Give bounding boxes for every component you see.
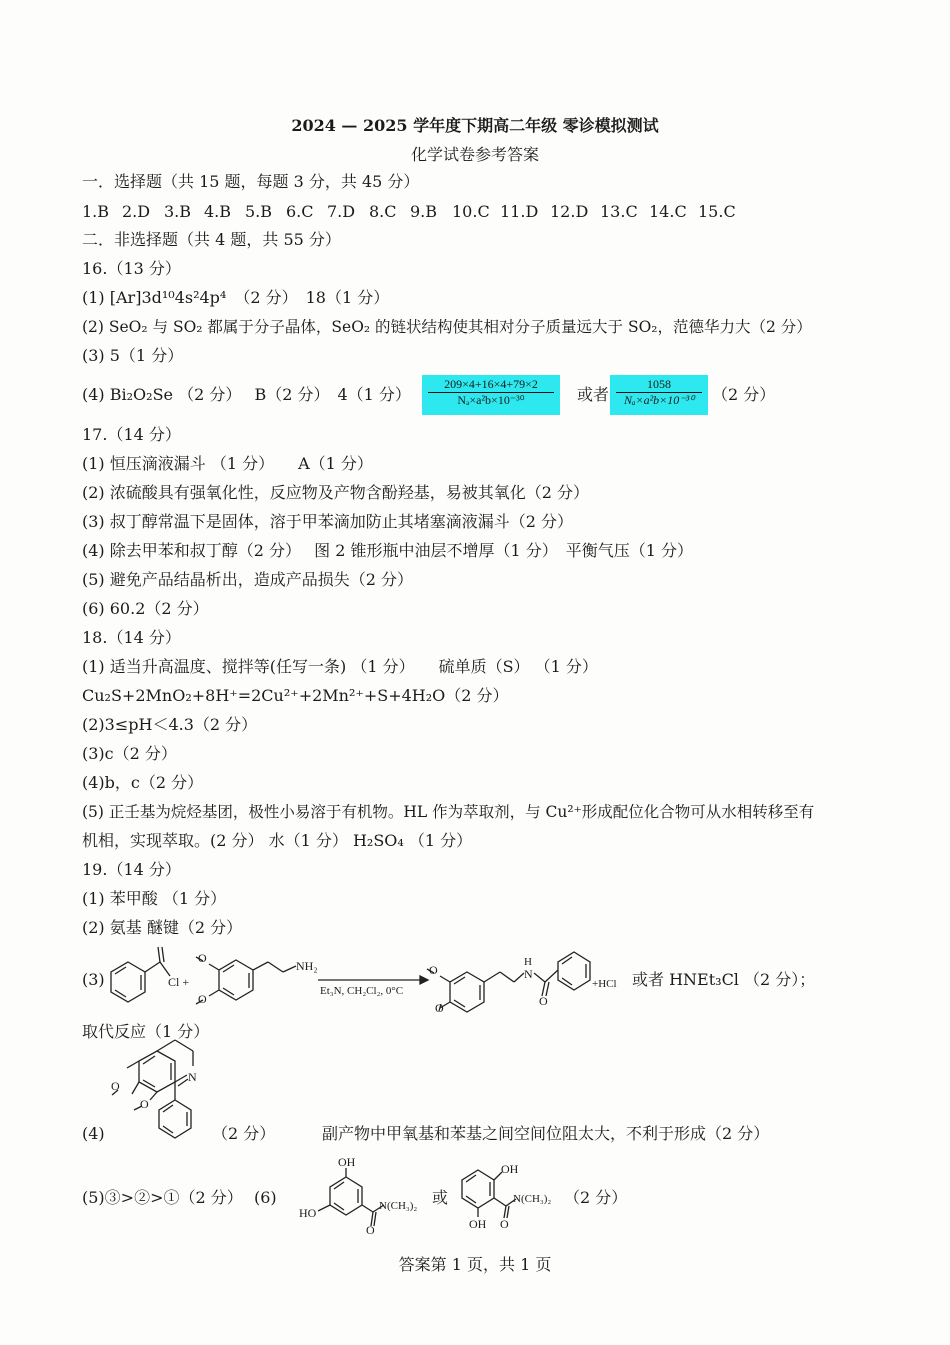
mc-answer: 11.D (500, 202, 539, 221)
q17-line1: (1) 恒压滴液漏斗 （1 分） A（1 分） (82, 454, 373, 473)
mc-answer: 3.B (164, 202, 192, 221)
page-footer: 答案第 1 页，共 1 页 (398, 1255, 552, 1274)
formula1-denominator: Nₐ×a²b×10⁻³⁰ (457, 393, 525, 407)
benzene-ring-1 (111, 962, 145, 1002)
oh-label-3: OH (469, 1217, 487, 1231)
benzene-ring-4 (558, 952, 590, 990)
page-subtitle: 化学试卷参考答案 (410, 145, 539, 164)
q19-title: 19.（14 分） (82, 860, 181, 879)
q17-line2: (2) 浓硫酸具有强氧化性，反应物及产物含酚羟基，易被其氧化（2 分） (82, 483, 590, 502)
benzene-ring-5 (139, 1051, 175, 1092)
mc-answer: 1.B (82, 202, 110, 221)
mc-answer: 4.B (204, 202, 232, 221)
q19-line2: (2) 氨基 醚键（2 分） (82, 918, 243, 937)
o-atom-3: O (429, 963, 438, 977)
oh-label-2: OH (501, 1162, 519, 1176)
o-atom-9: O (500, 1217, 509, 1231)
q16-line4: (4) Bi₂O₂Se （2 分） B（2 分） 4（1 分） (82, 385, 411, 404)
q17-title: 17.（14 分） (82, 425, 181, 444)
h-label: H (524, 956, 532, 968)
q19-part6-or: 或 (432, 1188, 449, 1207)
q18-line4: (3)c（2 分） (82, 744, 177, 763)
mc-answer: 14.C (649, 202, 687, 221)
mc-answer: 9.B (410, 202, 438, 221)
q18-line3: (2)3≤pH＜4.3（2 分） (82, 715, 258, 734)
cl-label: Cl + (168, 975, 190, 989)
q18-line6: (5) 正壬基为烷烃基团，极性小易溶于有机物。HL 作为萃取剂，与 Cu²⁺形成配位化合物可从水相转移至有 (82, 803, 815, 821)
mc-answer: 8.C (369, 202, 397, 221)
q19-part4-score: （2 分） (212, 1124, 276, 1143)
mc-answer: 2.D (122, 202, 151, 221)
q16-line4-score: （2 分） (712, 385, 776, 404)
q19-part3-type: 取代反应（1 分） (82, 1022, 210, 1041)
nh-label: N (524, 967, 533, 981)
benzene-ring-3 (450, 972, 484, 1012)
o-atom-2: O (198, 992, 207, 1006)
q16-line3: (3) 5（1 分） (82, 346, 184, 365)
or-text: 或者 (577, 385, 610, 404)
q19-part3-tail: 或者 HNEt₃Cl （2 分）； (632, 970, 816, 989)
q17-line6: (6) 60.2（2 分） (82, 599, 209, 618)
nme2-label-2: N(CH₃)₂ (513, 1193, 552, 1205)
section2-heading: 二．非选择题（共 4 题，共 55 分） (82, 230, 341, 249)
o-atom-1: O (198, 951, 207, 965)
n-ring-label: N (188, 1070, 197, 1084)
mc-answer: 5.B (245, 202, 273, 221)
section1-heading: 一．选择题（共 15 题，每题 3 分，共 45 分） (82, 172, 420, 191)
q19-part6-score: （2 分） (564, 1188, 628, 1207)
q17-line4: (4) 除去甲苯和叔丁醇（2 分） 图 2 锥形瓶中油层不增厚（1 分） 平衡气压（1 分） (82, 541, 693, 560)
q18-title: 18.（14 分） (82, 628, 181, 647)
formula2-numerator: 1058 (616, 377, 702, 393)
mc-answer: 15.C (698, 202, 736, 221)
benzene-ring-7 (462, 1170, 494, 1208)
q16-line2: (2) SeO₂ 与 SO₂ 都属于分子晶体，SeO₂ 的链状结构使其相对分子质量远大于 SO₂，范德华力大（2 分） (82, 318, 812, 336)
q16-line1: (1) [Ar]3d¹⁰4s²4p⁴ （2 分） 18（1 分） (82, 288, 390, 307)
q19-part6-label: (6) (254, 1188, 277, 1207)
reaction-conditions: Et₃N, CH₂Cl₂, 0°C (320, 985, 404, 997)
q19-part4-label: (4) (82, 1124, 105, 1143)
formula1-numerator: 209×4+16×4+79×2 (428, 377, 554, 393)
q17-line5: (5) 避免产品结晶析出，造成产品损失（2 分） (82, 570, 414, 589)
o-atom-8: O (366, 1223, 375, 1237)
q16-title: 16.（13 分） (82, 259, 181, 278)
mc-answer: 6.C (286, 202, 314, 221)
q19-line1: (1) 苯甲酸 （1 分） (82, 889, 227, 908)
q18-line2: Cu₂S+2MnO₂+8H⁺=2Cu²⁺+2Mn²⁺+S+4H₂O（2 分） (82, 686, 509, 705)
formula2-denominator: Nₐ×a²b×10⁻³⁰ (623, 393, 695, 407)
oh-label-1: OH (338, 1155, 356, 1169)
benzene-ring-6 (330, 1177, 362, 1215)
nh2-label: NH₂ (296, 959, 318, 973)
q18-line7: 机相，实现萃取。(2 分） 水（1 分） H₂SO₄ （1 分） (82, 831, 473, 850)
ho-label: HO (299, 1206, 317, 1220)
o-atom-7: O (140, 1097, 149, 1111)
q18-line5: (4)b，c（2 分） (82, 773, 204, 792)
o-atom-5: O (539, 994, 548, 1008)
mc-answer: 12.D (550, 202, 589, 221)
benzene-ring-2 (219, 960, 253, 1000)
mc-answer: 13.C (600, 202, 638, 221)
o-atom-6: O (111, 1079, 120, 1093)
q19-part3-label: (3) (82, 970, 105, 989)
q19-part4-text: 副产物中甲氧基和苯基之间空间位阻太大，不利于形成（2 分） (322, 1124, 770, 1143)
q18-line1: (1) 适当升高温度、搅拌等(任写一条) （1 分） 硫单质（S） （1 分） (82, 657, 598, 676)
mc-answer: 10.C (452, 202, 490, 221)
q19-part5: (5)③>②>①（2 分） (82, 1188, 243, 1207)
phenyl-ring (159, 1100, 191, 1138)
mc-answer: 7.D (327, 202, 356, 221)
hcl-label: +HCl (592, 978, 617, 990)
q17-line3: (3) 叔丁醇常温下是固体，溶于甲苯滴加防止其堵塞滴液漏斗（2 分） (82, 512, 574, 531)
o-atom-4: O (435, 1001, 444, 1015)
nme2-label-1: N(CH₃)₂ (379, 1200, 418, 1212)
page-title: 2024 — 2025 学年度下期高二年级 零诊模拟测试 (291, 116, 659, 135)
